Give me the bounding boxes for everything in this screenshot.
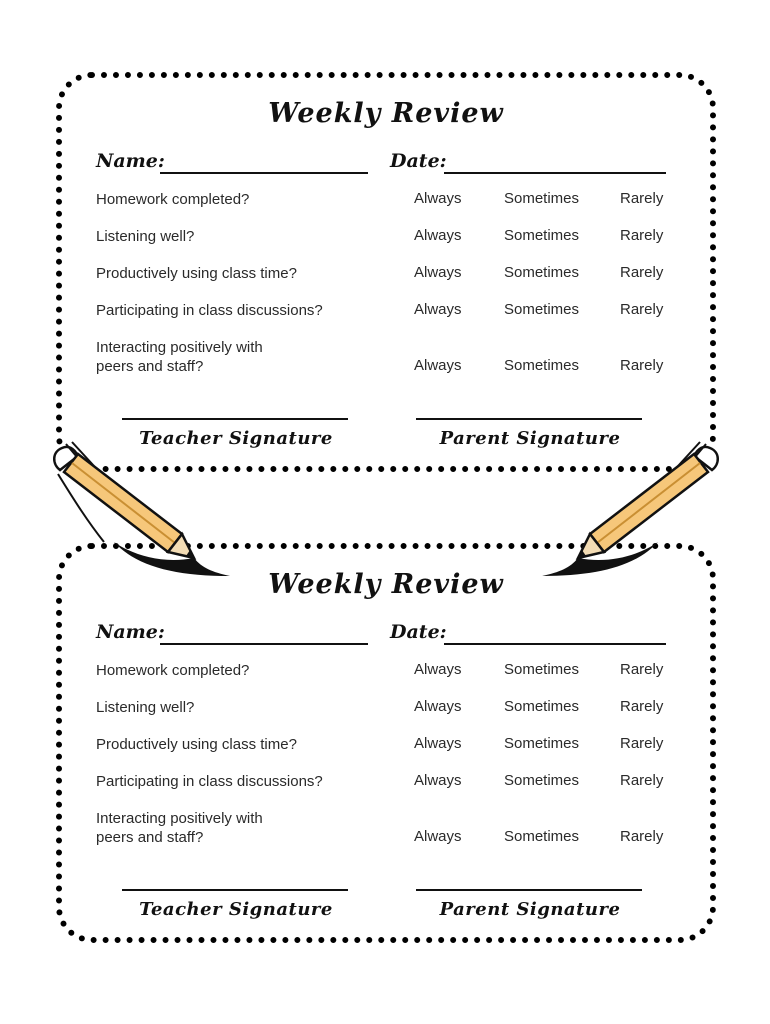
weekly-review-card-top [56, 72, 716, 472]
card-title: Weekly Review [268, 98, 504, 129]
option-rarely[interactable]: Rarely [620, 735, 664, 752]
question-text: Productively using class time? [96, 265, 297, 282]
date-field-line[interactable] [444, 172, 666, 174]
question-text-continued: peers and staff? [96, 358, 204, 375]
question-row [62, 190, 710, 212]
date-field-line[interactable] [444, 643, 666, 645]
question-row [62, 661, 710, 683]
option-always[interactable]: Always [414, 357, 462, 374]
name-field-line[interactable] [160, 172, 368, 174]
teacher-signature-line[interactable] [122, 418, 348, 420]
question-row [62, 698, 710, 720]
question-row [62, 227, 710, 249]
parent-signature-label: Parent Signature [439, 899, 621, 920]
date-label: Date: [390, 150, 447, 172]
option-sometimes[interactable]: Sometimes [504, 661, 580, 678]
option-rarely[interactable]: Rarely [620, 301, 664, 318]
teacher-signature-label: Teacher Signature [139, 428, 333, 449]
option-rarely[interactable]: Rarely [620, 661, 664, 678]
option-sometimes[interactable]: Sometimes [504, 357, 580, 374]
question-text: Listening well? [96, 699, 195, 716]
question-row [62, 809, 710, 851]
question-row [62, 772, 710, 794]
option-rarely[interactable]: Rarely [620, 357, 664, 374]
option-sometimes[interactable]: Sometimes [504, 828, 580, 845]
option-sometimes[interactable]: Sometimes [504, 264, 580, 281]
question-row [62, 735, 710, 757]
option-always[interactable]: Always [414, 264, 462, 281]
pencil-left-icon [44, 430, 244, 590]
name-label: Name: [96, 150, 165, 172]
option-always[interactable]: Always [414, 301, 462, 318]
option-rarely[interactable]: Rarely [620, 264, 664, 281]
question-text: Participating in class discussions? [96, 773, 323, 790]
question-row [62, 301, 710, 323]
option-always[interactable]: Always [414, 190, 462, 207]
option-rarely[interactable]: Rarely [620, 698, 664, 715]
pencil-right-icon [528, 430, 728, 590]
question-text: Participating in class discussions? [96, 302, 323, 319]
option-always[interactable]: Always [414, 735, 462, 752]
option-sometimes[interactable]: Sometimes [504, 227, 580, 244]
question-row [62, 264, 710, 286]
question-row [62, 338, 710, 380]
option-rarely[interactable]: Rarely [620, 772, 664, 789]
question-text: Interacting positively with [96, 810, 263, 827]
option-sometimes[interactable]: Sometimes [504, 698, 580, 715]
parent-signature-line[interactable] [416, 418, 642, 420]
option-sometimes[interactable]: Sometimes [504, 301, 580, 318]
question-text: Listening well? [96, 228, 195, 245]
question-text: Interacting positively with [96, 339, 263, 356]
option-rarely[interactable]: Rarely [620, 828, 664, 845]
question-text: Productively using class time? [96, 736, 297, 753]
option-rarely[interactable]: Rarely [620, 227, 664, 244]
name-label: Name: [96, 621, 165, 643]
option-sometimes[interactable]: Sometimes [504, 190, 580, 207]
option-always[interactable]: Always [414, 772, 462, 789]
parent-signature-line[interactable] [416, 889, 642, 891]
question-text: Homework completed? [96, 191, 250, 208]
option-rarely[interactable]: Rarely [620, 190, 664, 207]
parent-signature-label: Parent Signature [439, 428, 621, 449]
option-always[interactable]: Always [414, 227, 462, 244]
question-text: Homework completed? [96, 662, 250, 679]
date-label: Date: [390, 621, 447, 643]
teacher-signature-label: Teacher Signature [139, 899, 333, 920]
option-sometimes[interactable]: Sometimes [504, 772, 580, 789]
option-always[interactable]: Always [414, 828, 462, 845]
weekly-review-card-bottom [56, 543, 716, 943]
option-always[interactable]: Always [414, 698, 462, 715]
name-field-line[interactable] [160, 643, 368, 645]
question-text-continued: peers and staff? [96, 829, 204, 846]
card-title: Weekly Review [268, 569, 504, 600]
option-always[interactable]: Always [414, 661, 462, 678]
teacher-signature-line[interactable] [122, 889, 348, 891]
option-sometimes[interactable]: Sometimes [504, 735, 580, 752]
